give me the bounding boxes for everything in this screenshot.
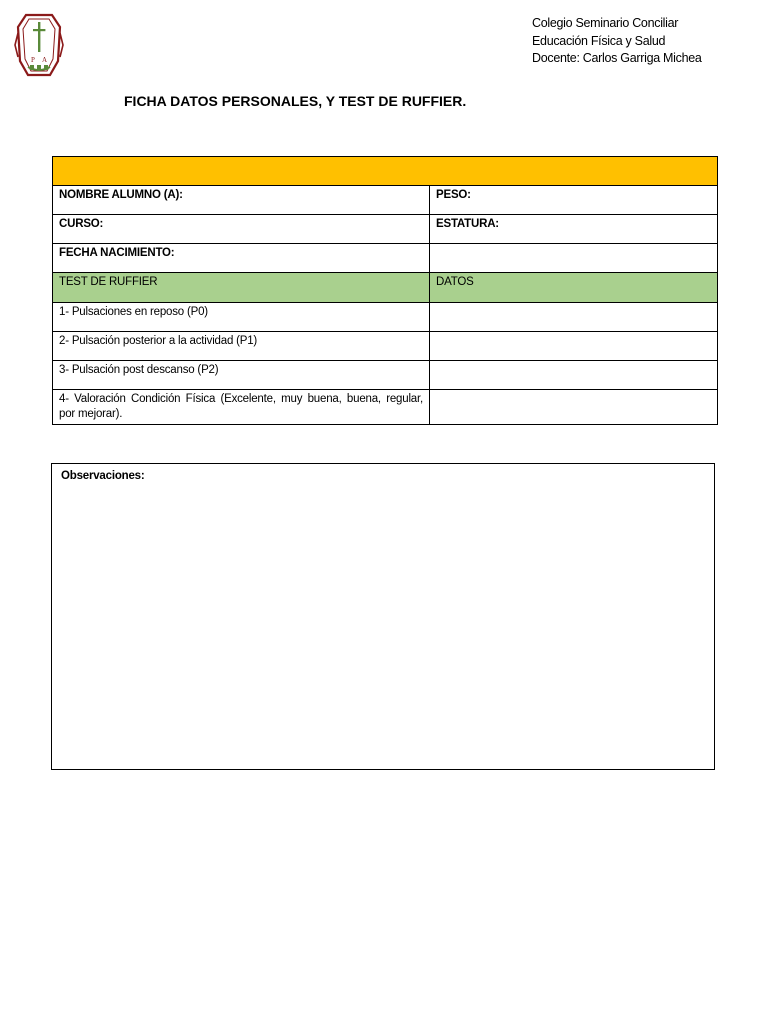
ruffier-test-heading: TEST DE RUFFIER [53, 273, 430, 303]
data-heading: DATOS [430, 273, 718, 303]
post-rest-pulse-label: 3- Pulsación post descanso (P2) [53, 361, 430, 390]
post-activity-pulse-label: 2- Pulsación posterior a la actividad (P1) [53, 332, 430, 361]
table-row [53, 186, 718, 215]
school-logo [14, 13, 64, 77]
school-name: Colegio Seminario Conciliar [532, 16, 679, 30]
logo-letter-p: P [31, 56, 35, 64]
table-row [53, 303, 718, 332]
table-header-band [53, 157, 718, 186]
section-header-row [53, 273, 718, 303]
table-row [53, 390, 718, 425]
height-label[interactable]: ESTATURA: [430, 215, 718, 244]
fitness-rating-value[interactable] [430, 390, 718, 425]
resting-pulse-label: 1- Pulsaciones en reposo (P0) [53, 303, 430, 332]
table-row [53, 215, 718, 244]
observations-label: Observaciones: [61, 470, 145, 482]
teacher-name: Docente: Carlos Garriga Michea [532, 51, 702, 65]
fitness-rating-label: 4- Valoración Condición Física (Excelente, muy buena, buena, regular, por mejorar). [53, 390, 430, 425]
empty-cell[interactable] [430, 244, 718, 273]
logo-letter-a: A [42, 56, 48, 64]
school-crest-icon [14, 13, 64, 77]
personal-data-table [52, 156, 718, 425]
subject-name: Educación Física y Salud [532, 33, 666, 48]
page-title: FICHA DATOS PERSONALES, Y TEST DE RUFFIER. [124, 93, 467, 109]
table-row [53, 361, 718, 390]
observations-box[interactable] [51, 463, 715, 770]
header-info [532, 15, 702, 68]
header-band-cell [53, 157, 718, 186]
post-activity-pulse-value[interactable] [430, 332, 718, 361]
birthdate-label: FECHA NACIMIENTO: [53, 244, 430, 273]
resting-pulse-value[interactable] [430, 303, 718, 332]
course-label: CURSO: [53, 215, 430, 244]
table-row [53, 332, 718, 361]
weight-label[interactable]: PESO: [430, 186, 718, 215]
table-row [53, 244, 718, 273]
student-name-label: NOMBRE ALUMNO (A): [53, 186, 430, 215]
post-rest-pulse-value[interactable] [430, 361, 718, 390]
